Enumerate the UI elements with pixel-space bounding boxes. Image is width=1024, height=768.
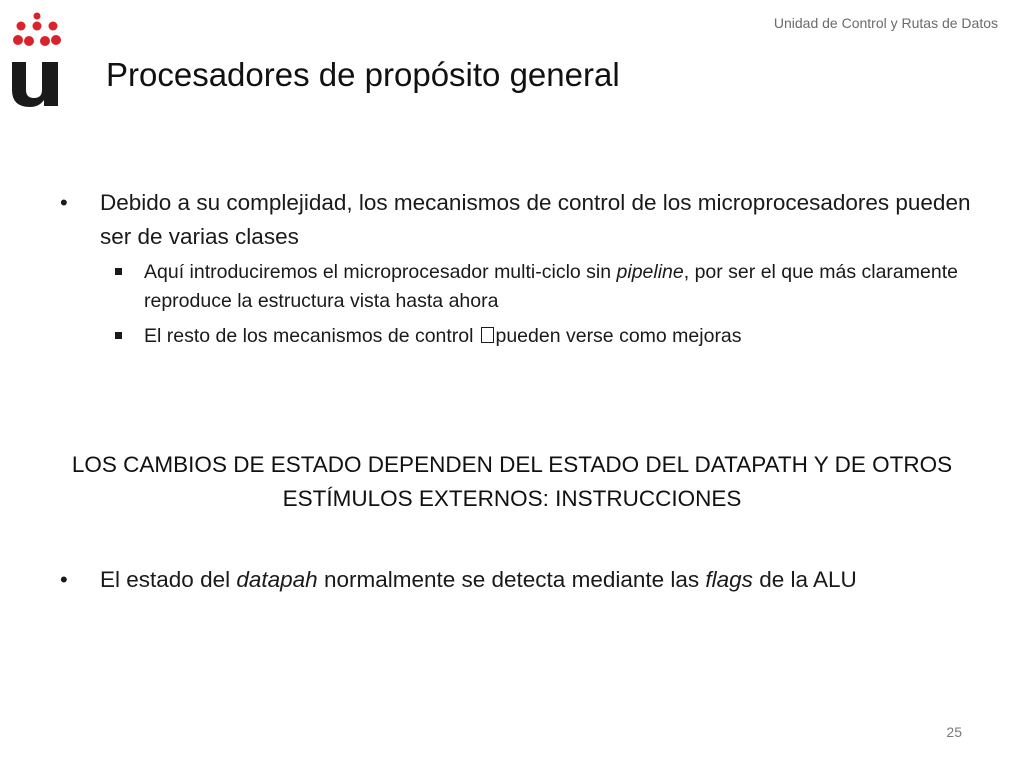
bullet-item [60, 563, 1000, 597]
bullet-dot-icon: • [60, 190, 68, 215]
bullet-text: Debido a su complejidad, los mecanismos de control de los microprocesadores pueden ser de varias clases [100, 190, 971, 249]
sub-bullet-text-cont: , por ser el que más claramente reproduce la estructura vista hasta ahora [144, 261, 958, 312]
bullet-text-cont: normalmente se detecta mediante las [317, 567, 706, 592]
square-bullet-icon [115, 268, 122, 275]
page-number: 25 [946, 724, 962, 740]
missing-glyph-icon [481, 327, 494, 343]
square-bullet-icon [115, 332, 122, 339]
sub-bullet-list [60, 258, 980, 351]
sub-bullet-text: El resto de los mecanismos de control [144, 325, 474, 347]
emphasis-statement: LOS CAMBIOS DE ESTADO DEPENDEN DEL ESTADO DEL DATAPATH Y DE OTROS ESTÍMULOS EXTERNOS: INSTRUCCIONES [71, 452, 953, 511]
sub-bullet-italic: pipeline [616, 261, 684, 283]
bullet-italic: flags [705, 567, 753, 592]
sub-bullet-text-cont: pueden verse como mejoras [495, 325, 742, 347]
bullet-item [60, 186, 980, 254]
sub-bullet-item [60, 258, 980, 316]
bullet-dot-icon: • [60, 567, 68, 592]
bullet-text-cont: de la ALU [752, 567, 857, 592]
bullet-italic: datapah [236, 567, 318, 592]
section-label: Unidad de Control y Rutas de Datos [773, 15, 998, 31]
slide-body [60, 186, 980, 357]
sub-bullet-item [60, 322, 980, 351]
bullet-text: El estado del [100, 567, 237, 592]
slide-title: Procesadores de propósito general [106, 56, 620, 93]
university-crown-u-logo [10, 10, 64, 110]
sub-bullet-text: Aquí introduciremos el microprocesador multi-ciclo sin [144, 261, 617, 283]
logo-graphic [10, 10, 64, 110]
